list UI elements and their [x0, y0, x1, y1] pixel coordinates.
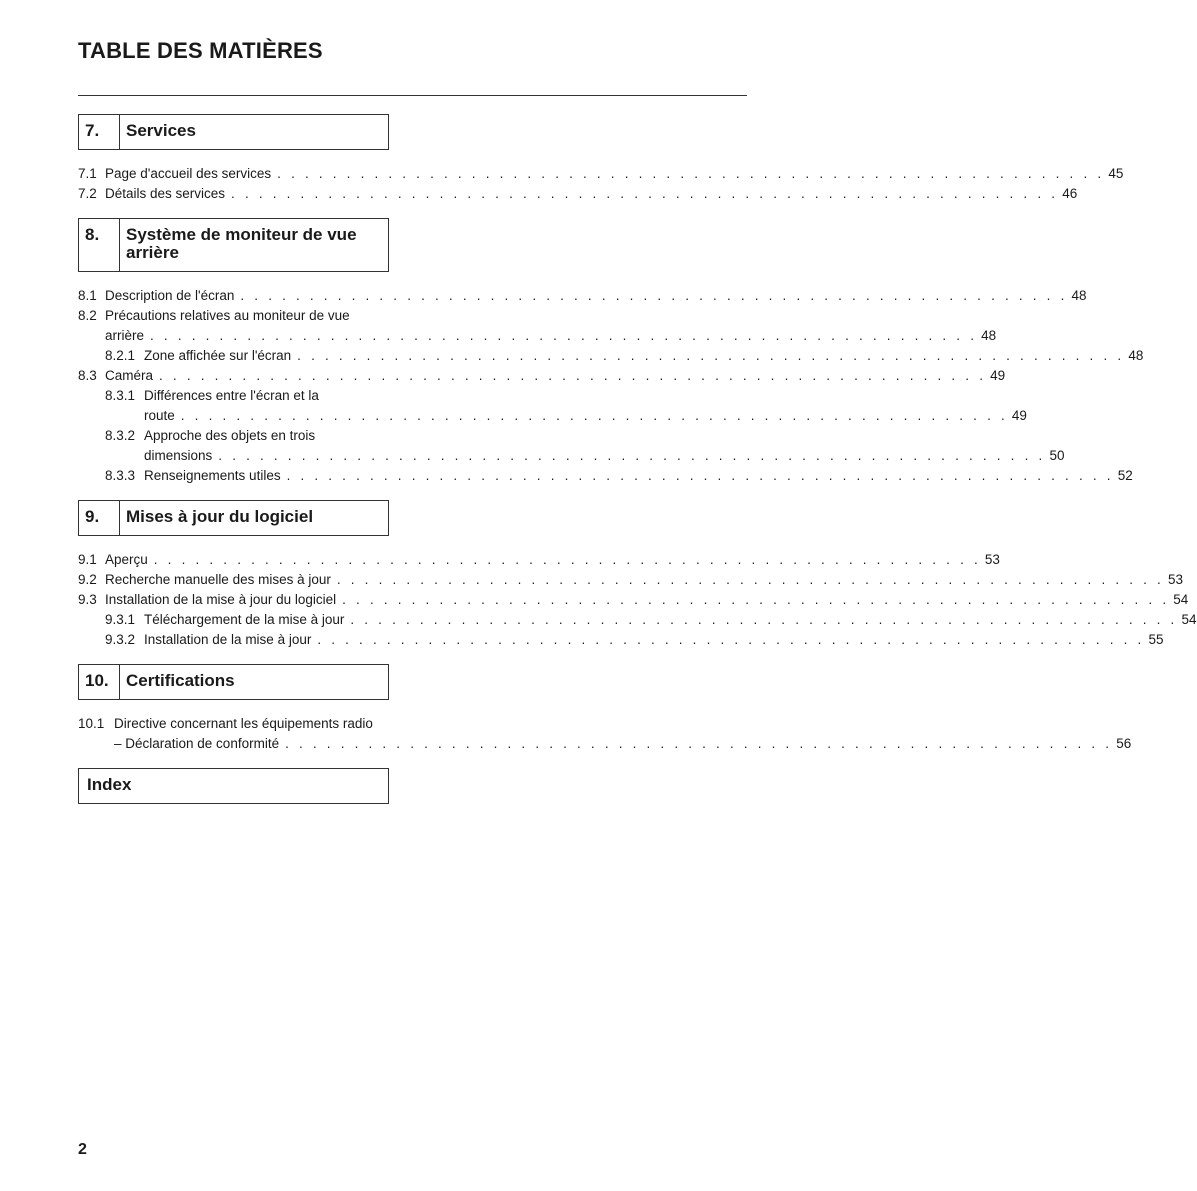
dot-leader: . . . . . . . . . . . . . . . . . . . . . . . . . . . . . . . . . . . . . . . . . . . . . . . . . . . . . . . . . . . . [150, 328, 978, 343]
entry-number: 9.3.1 [105, 612, 136, 627]
entry-title: Installation de la mise à jour [144, 632, 312, 647]
section-title [120, 501, 319, 535]
dot-leader: . . . . . . . . . . . . . . . . . . . . . . . . . . . . . . . . . . . . . . . . . . . . . . . . . . . . . . . . . . . . [297, 348, 1125, 363]
toc-entry[interactable] [78, 550, 1000, 570]
entry-title: Détails des services [105, 186, 226, 201]
section-title [79, 769, 137, 803]
entry-page: 50 [1049, 448, 1065, 463]
entry-page: 54 [1173, 592, 1189, 607]
entry-number: 7.2 [78, 186, 97, 201]
entry-title: arrière [105, 328, 145, 343]
section-number: 10. [79, 665, 120, 699]
toc-entry-line [78, 386, 389, 406]
section-entries [78, 714, 1132, 754]
section-title-line: Certifications [126, 671, 235, 690]
entry-title: Page d'accueil des services [105, 166, 272, 181]
entry-number: 8.3.3 [105, 468, 136, 483]
toc-entry-line [78, 426, 389, 446]
title-divider [78, 95, 747, 96]
entry-page: 45 [1108, 166, 1124, 181]
section-entries [78, 164, 1124, 204]
dot-leader: . . . . . . . . . . . . . . . . . . . . . . . . . . . . . . . . . . . . . . . . . . . . . . . . . . . . . . . . . . . . [159, 368, 987, 383]
toc-entry[interactable] [78, 346, 1144, 366]
dot-leader: . . . . . . . . . . . . . . . . . . . . . . . . . . . . . . . . . . . . . . . . . . . . . . . . . . . . . . . . . . . . [350, 612, 1178, 627]
entry-page: 49 [1011, 408, 1027, 423]
page-title: TABLE DES MATIÈRES [78, 38, 323, 63]
section-heading[interactable] [78, 768, 389, 804]
toc-entry-line [78, 734, 1132, 754]
dot-leader: . . . . . . . . . . . . . . . . . . . . . . . . . . . . . . . . . . . . . . . . . . . . . . . . . . . . . . . . . . . . [218, 448, 1046, 463]
entry-page: 55 [1148, 632, 1164, 647]
entry-page: 48 [1071, 288, 1087, 303]
toc-entry-line [78, 346, 1144, 366]
toc-entry-line [78, 590, 1189, 610]
toc-entry-line [78, 184, 1078, 204]
section-number: 9. [79, 501, 120, 535]
entry-page: 52 [1117, 468, 1133, 483]
section-number: 7. [79, 115, 120, 149]
entry-title: Directive concernant les équipements radio [114, 716, 373, 731]
entry-title: Recherche manuelle des mises à jour [105, 572, 331, 587]
section-title [120, 665, 241, 699]
entry-number: 7.1 [78, 166, 97, 181]
toc-entry-line [78, 714, 389, 734]
entry-title: Renseignements utiles [144, 468, 281, 483]
dot-leader: . . . . . . . . . . . . . . . . . . . . . . . . . . . . . . . . . . . . . . . . . . . . . . . . . . . . . . . . . . . . [286, 468, 1114, 483]
entry-title: Différences entre l'écran et la [144, 388, 319, 403]
entry-number: 9.2 [78, 572, 97, 587]
entry-number: 9.1 [78, 552, 97, 567]
entry-number: 8.3.1 [105, 388, 136, 403]
table-of-contents [78, 114, 1197, 804]
toc-entry-line [78, 466, 1133, 486]
page-number: 2 [78, 1141, 87, 1158]
entry-title: Installation de la mise à jour du logiciel [105, 592, 337, 607]
toc-entry-line [78, 570, 1184, 590]
dot-leader: . . . . . . . . . . . . . . . . . . . . . . . . . . . . . . . . . . . . . . . . . . . . . . . . . . . . . . . . . . . . [342, 592, 1170, 607]
entry-title: Précautions relatives au moniteur de vue [105, 308, 350, 323]
entry-title: Approche des objets en trois [144, 428, 316, 443]
entry-page: 48 [981, 328, 997, 343]
entry-number: 8.3.2 [105, 428, 136, 443]
entry-number: 9.3.2 [105, 632, 136, 647]
entry-title: dimensions [144, 448, 213, 463]
entry-title: Description de l'écran [105, 288, 235, 303]
entry-page: 56 [1116, 736, 1132, 751]
toc-entry-line [78, 446, 1065, 466]
entry-page: 46 [1062, 186, 1078, 201]
entry-title: Zone affichée sur l'écran [144, 348, 292, 363]
toc-entry[interactable] [78, 590, 1189, 610]
toc-entry[interactable] [78, 426, 1065, 466]
section-title-line: Système de moniteur de vue [126, 225, 357, 244]
entry-page: 49 [990, 368, 1006, 383]
entry-page: 53 [1168, 572, 1184, 587]
toc-entry[interactable] [78, 630, 1164, 650]
toc-entry-line [78, 286, 1087, 306]
dot-leader: . . . . . . . . . . . . . . . . . . . . . . . . . . . . . . . . . . . . . . . . . . . . . . . . . . . . . . . . . . . . [153, 552, 981, 567]
entry-page: 53 [984, 552, 1000, 567]
toc-entry[interactable] [78, 366, 1006, 386]
toc-entry[interactable] [78, 184, 1078, 204]
section-title-line: Services [126, 121, 196, 140]
entry-number: 10.1 [78, 716, 105, 731]
section-entries [78, 286, 1144, 486]
section-title [120, 115, 202, 149]
section-heading[interactable] [78, 114, 389, 150]
section-title-line: Index [87, 775, 132, 794]
dot-leader: . . . . . . . . . . . . . . . . . . . . . . . . . . . . . . . . . . . . . . . . . . . . . . . . . . . . . . . . . . . . [277, 166, 1105, 181]
entry-title: – Déclaration de conformité [114, 736, 280, 751]
entry-page: 54 [1181, 612, 1197, 627]
toc-entry-line [78, 610, 1197, 630]
toc-entry[interactable] [78, 306, 997, 346]
section-entries [78, 550, 1197, 650]
entry-number: 8.1 [78, 288, 97, 303]
toc-entry[interactable] [78, 714, 1132, 754]
entry-number: 8.3 [78, 368, 97, 383]
entry-number: 9.3 [78, 592, 97, 607]
entry-title: Caméra [105, 368, 154, 383]
toc-entry-line [78, 550, 1000, 570]
toc-entry[interactable] [78, 570, 1184, 590]
toc-entry[interactable] [78, 610, 1197, 630]
toc-entry-line [78, 164, 1124, 184]
toc-entry[interactable] [78, 466, 1133, 486]
dot-leader: . . . . . . . . . . . . . . . . . . . . . . . . . . . . . . . . . . . . . . . . . . . . . . . . . . . . . . . . . . . . [317, 632, 1145, 647]
dot-leader: . . . . . . . . . . . . . . . . . . . . . . . . . . . . . . . . . . . . . . . . . . . . . . . . . . . . . . . . . . . . [240, 288, 1068, 303]
entry-number: 8.2.1 [105, 348, 136, 363]
dot-leader: . . . . . . . . . . . . . . . . . . . . . . . . . . . . . . . . . . . . . . . . . . . . . . . . . . . . . . . . . . . . [336, 572, 1165, 587]
toc-entry-line [78, 366, 1006, 386]
entry-title: Téléchargement de la mise à jour [144, 612, 345, 627]
toc-entry-line [78, 630, 1164, 650]
section-heading[interactable] [78, 218, 389, 272]
entry-number: 8.2 [78, 308, 97, 323]
section-heading[interactable] [78, 500, 389, 536]
section-number: 8. [79, 219, 120, 271]
toc-entry-line [78, 306, 389, 326]
toc-entry-line [78, 326, 997, 346]
dot-leader: . . . . . . . . . . . . . . . . . . . . . . . . . . . . . . . . . . . . . . . . . . . . . . . . . . . . . . . . . . . . [231, 186, 1059, 201]
toc-entry[interactable] [78, 286, 1087, 306]
entry-title: route [144, 408, 175, 423]
entry-title: Aperçu [105, 552, 148, 567]
toc-entry[interactable] [78, 164, 1124, 184]
section-heading[interactable] [78, 664, 389, 700]
section-title-line: arrière [126, 243, 179, 262]
toc-entry[interactable] [78, 386, 1027, 426]
entry-page: 48 [1128, 348, 1144, 363]
dot-leader: . . . . . . . . . . . . . . . . . . . . . . . . . . . . . . . . . . . . . . . . . . . . . . . . . . . . . . . . . . . . [180, 408, 1008, 423]
dot-leader: . . . . . . . . . . . . . . . . . . . . . . . . . . . . . . . . . . . . . . . . . . . . . . . . . . . . . . . . . . . . [285, 736, 1113, 751]
section-title [120, 219, 363, 271]
toc-entry-line [78, 406, 1027, 426]
section-title-line: Mises à jour du logiciel [126, 507, 314, 526]
